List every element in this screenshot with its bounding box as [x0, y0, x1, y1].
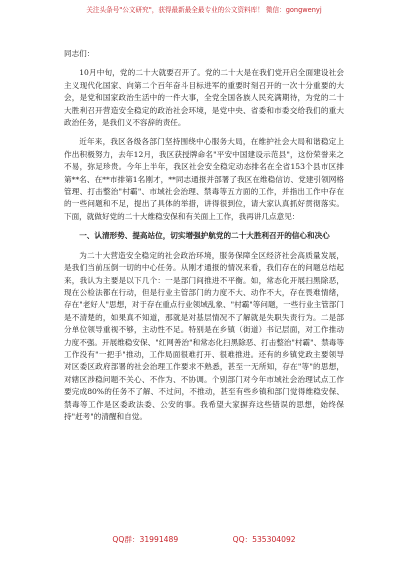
paragraph: 10月中旬，党的二十大就要召开了。党的二十大是在我们党开启全面建设社会主义现代化国家、向第二个百年奋斗目标进军的重要时刻召开的一次十分重要的大会，是党和国家政治生活中的一件大事，全党全国各族人民充满期待，为党的二十大胜利召开营造安全稳定的政治社会环境，是党中央、省委和市委交给我们的重大政治任务，是我们义不容辞的责任。: [64, 68, 344, 128]
paragraph: 近年来，我区各级各部门坚持围绕中心服务大局，在维护社会大局和谐稳定上作出积极努力，去年12月，我区获授牌命名"平安中国建设示范县"，这份荣誉来之不易，弥足珍贵。今年上半年，我区社会安全稳定动态排名在全省153个县市区排第**名、在**市排第1名刚才，**同志通报并部署了我区在维稳信访、党建引领网格管理、打击整治"村霸"、市域社会治理、禁毒等五方面的工作，并指出工作中存在的一些问题和不足，提出了具体的举措，讲得很到位，请大家认真抓好贯彻落实。下面，就做好党的二十大维稳安保和有关面上工作，我再讲几点意见：: [64, 137, 344, 221]
qq-group: QQ群：31991489: [112, 535, 179, 544]
qq-number: QQ：535304092: [232, 535, 296, 544]
header-banner: 关注头条号"公文研究"，获得最新最全最专业的公文资料库！ 微信：gongwenyj: [86, 6, 322, 14]
paragraph: 为二十大营造安全稳定的社会政治环境，服务保障全区经济社会高质量发展，是我们当前压倒一切的中心任务。从刚才通报的情况来看，我们存在的问题总结起来，我认为主要是以下几个：一是部门间推进不平衡。如，常态化开展扫黑除恶，现在公检法都在行动，但是行业主管部门的力度不大、动作不大，存在畏难情绪，存在"老好人"思想，对于存在重点行业领域乱象、"村霸"等问题，一些行业主管部门是不清楚的，如果真不知道，那就是对基层情况不了解就是失职失责行为。二是部分单位领导重视不够，主动性不足。特别是在乡镇（街道）书记层面，对工作推动力度不强。开展维稳安保、"红网善治"和常态化扫黑除恶、打击整治"村霸"、禁毒等工作没有"一把手"推动，工作局面很难打开、很难推进。还有的乡镇党政主要领导对区委区政府部署的社会治理工作要求不熟悉，甚至一无所知，存在"等"的思想，对辖区涉稳问题不关心、不作为、不协调。个别部门对今年市域社会治理试点工作要完成80%的任务不了解、不过问，不推动，甚至有些乡镇和部门觉得维稳安保、禁毒等工作是区委政法委、公安的事。我希望大家摒弃这些错误的思想，始终保持"赶考"的清醒和自觉。: [64, 250, 344, 421]
section-heading: 一、认清形势、提高站位，切实增强护航党的二十大胜利召开的信心和决心: [79, 231, 330, 241]
footer-contact: [0, 534, 408, 545]
document-body: [64, 48, 344, 430]
salutation: 同志们：: [64, 49, 95, 58]
